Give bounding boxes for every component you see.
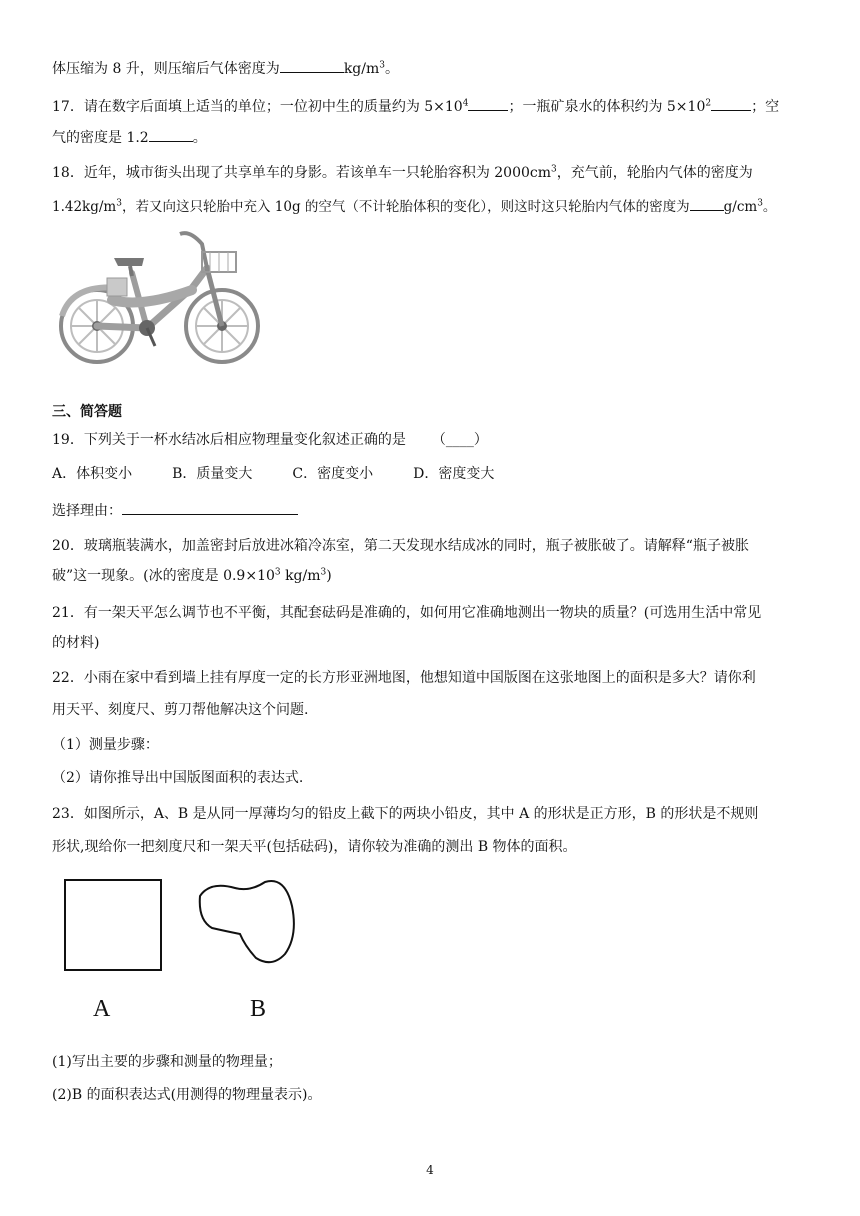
q17-text-d: 气的密度是 1.2: [52, 130, 149, 146]
page-number: 4: [426, 1163, 434, 1177]
q21-line2: 的材料): [52, 635, 100, 651]
q20-line1: 20．玻璃瓶装满水，加盖密封后放进冰箱冷冻室，第二天发现水结成冰的同时，瓶子被胀破了。请解释“瓶子被胀: [52, 538, 749, 554]
q22-line2: 用天平、刻度尺、剪刀帮他解决这个问题.: [52, 702, 309, 718]
q17-text-c: ；空: [751, 99, 780, 115]
answer-paren[interactable]: （____）: [431, 432, 488, 448]
superscript: 3: [320, 567, 327, 578]
q16-tail: [52, 58, 399, 79]
answer-blank[interactable]: [690, 196, 724, 211]
superscript: 3: [551, 164, 557, 175]
q17-text-b: ；一瓶矿泉水的体积约为 5×10: [508, 99, 706, 115]
option-c[interactable]: C．密度变小: [292, 466, 374, 482]
superscript: 3: [379, 60, 385, 71]
q18-text-d: ，若又向这只轮胎中充入 10g 的空气（不计轮胎体积的变化），则这时这只轮胎内气体的密度为: [121, 199, 690, 215]
punctuation: 。: [762, 199, 777, 215]
punctuation: ): [326, 568, 332, 584]
answer-blank[interactable]: [711, 96, 751, 111]
q23-sub2: (2)B 的面积表达式(用测得的物理量表示)。: [52, 1087, 322, 1103]
unit-text: g/cm: [723, 199, 758, 215]
answer-blank[interactable]: [468, 96, 508, 111]
q23-line1: 23．如图所示，A、B 是从同一厚薄均匀的铅皮上截下的两块小铅皮，其中 A 的形状是正方形，B 的形状是不规则: [52, 806, 759, 822]
superscript: 3: [274, 567, 281, 578]
q21-line1: 21．有一架天平怎么调节也不平衡，其配套砝码是准确的，如何用它准确地测出一物块的质量？(可选用生活中常见: [52, 605, 762, 621]
q18-line2: [52, 196, 776, 217]
answer-blank[interactable]: [280, 58, 344, 73]
superscript: 3: [757, 198, 763, 209]
q17-text-a: 17．请在数字后面填上适当的单位；一位初中生的质量约为 5×10: [52, 99, 463, 115]
q18-text-a: 18．近年，城市街头出现了共享单车的身影。若该单车一只轮胎容积为 2000cm: [52, 165, 552, 181]
q23-line2: 形状,现给你一把刻度尺和一架天平(包括砝码)，请你较为准确的测出 B 物体的面积。: [52, 839, 577, 855]
q22-sub1: （1）测量步骤：: [52, 737, 159, 753]
section-title: 三、简答题: [52, 404, 122, 420]
q22-sub2: （2）请你推导出中国版图面积的表达式.: [52, 770, 304, 786]
label-a: A: [93, 996, 111, 1022]
q20-line2: [52, 566, 332, 586]
q22-line1: 22．小雨在家中看到墙上挂有厚度一定的长方形亚洲地图，他想知道中国版图在这张地图上的面积是多大？请你利: [52, 670, 756, 686]
q19-text: 19．下列关于一杯水结冰后相应物理量变化叙述正确的是: [52, 432, 406, 448]
q19-options: [52, 464, 534, 484]
option-b[interactable]: B．质量变大: [172, 466, 253, 482]
irregular-shape-b: [200, 881, 294, 962]
superscript: 2: [705, 98, 712, 109]
q17-line2: [52, 127, 207, 148]
q19-reason: [52, 500, 298, 521]
unit-text: kg/m: [343, 61, 380, 77]
square-shape-a: [65, 880, 161, 970]
q19-stem: [52, 430, 488, 450]
q16-text: 体压缩为 8 升，则压缩后气体密度为: [52, 61, 280, 77]
q18-text-b: ，充气前，轮胎内气体的密度为: [556, 165, 753, 181]
q23-sub1: (1)写出主要的步骤和测量的物理量；: [52, 1054, 282, 1070]
q20-text-a: 破”这一现象。(冰的密度是 0.9×10: [52, 568, 275, 584]
superscript: 4: [462, 98, 469, 109]
punctuation: 。: [384, 61, 399, 77]
q18-line1: [52, 163, 753, 183]
label-b: B: [250, 996, 267, 1022]
answer-blank[interactable]: [122, 500, 298, 515]
q18-text-c: 1.42kg/m: [52, 199, 117, 215]
reason-label: 选择理由：: [52, 503, 122, 519]
option-a[interactable]: A．体积变小: [52, 466, 133, 482]
option-d[interactable]: D．密度变大: [413, 466, 495, 482]
q17-line1: [52, 96, 779, 117]
q20-text-b: kg/m: [280, 568, 321, 584]
shapes-figure: [60, 876, 310, 976]
bicycle-image: [52, 228, 262, 368]
answer-blank[interactable]: [149, 127, 193, 142]
punctuation: 。: [192, 130, 207, 146]
superscript: 3: [116, 198, 122, 209]
